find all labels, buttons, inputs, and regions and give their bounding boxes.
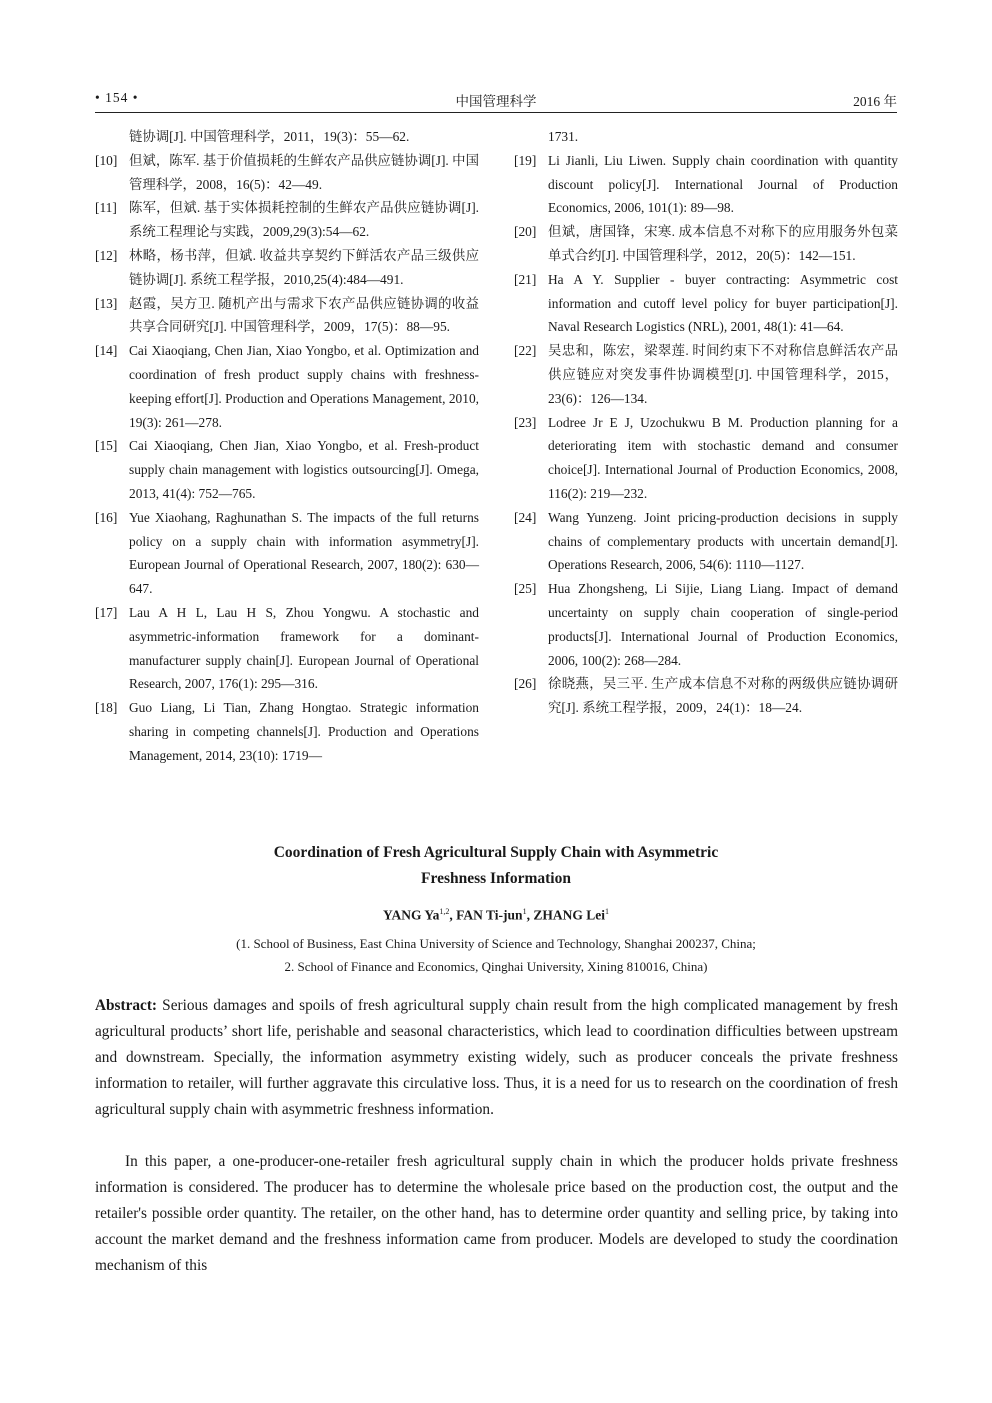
reference-text: 林略，杨书萍，但斌. 收益共享契约下鲜活农产品三级供应链协调[J]. 系统工程学报，2010,25(4):484—491.: [129, 247, 479, 287]
reference-item: [514, 672, 898, 720]
reference-text: 赵霞，吴方卫. 随机产出与需求下农产品供应链协调的收益共享合同研究[J]. 中国管理科学，2009，17(5)：88—95.: [129, 295, 479, 335]
reference-text: Lodree Jr E J, Uzochukwu B M. Production planning for a deteriorating item with stochastic demand and consumer choice[J]. International Journal of Production Economics, 2008, 116(2): 219—232.: [548, 414, 898, 501]
reference-item: [514, 339, 898, 410]
reference-item: [514, 411, 898, 506]
reference-text: Guo Liang, Li Tian, Zhang Hongtao. Strategic information sharing in competing channels[J]. Production and Operations Management, 2014, 23(10): 1719—: [129, 700, 479, 763]
reference-item: [514, 149, 898, 220]
reference-item: [95, 244, 479, 292]
reference-item: [95, 506, 479, 601]
reference-number: [18]: [95, 700, 118, 716]
reference-text: 徐晓燕，吴三平. 生产成本信息不对称的两级供应链协调研究[J]. 系统工程学报，2009，24(1)：18—24.: [548, 676, 898, 716]
reference-item: [514, 125, 898, 149]
reference-item: [95, 696, 479, 767]
body-paragraph: In this paper, a one-producer-one-retailer fresh agricultural supply chain in which the producer holds private freshness information is considered. The producer has to determine the wholesale price based on the production cost, the output and the retailer's possible order quantity. The retailer, on the other hand, has to determine order quantity and selling price, by taking into account the market demand and the freshness information came from producer. Models are developed to study the coordination mechanism of this: [95, 1153, 898, 1274]
reference-text: Ha A Y. Supplier - buyer contracting: Asymmetric cost information and cutoff level policy for buyer participation[J]. Naval Research Logistics (NRL), 2001, 48(1): 41—64.: [548, 271, 898, 335]
author-affiliation-mark: 1,2: [439, 907, 450, 916]
reference-item: [95, 125, 479, 149]
reference-text: 吴忠和，陈宏，梁翠莲. 时间约束下不对称信息鲜活农产品供应链应对突发事件协调模型[J]. 中国管理科学，2015，23(6)：126—134.: [548, 343, 898, 406]
reference-item: [95, 601, 479, 696]
affiliation-line: 2. School of Finance and Economics, Qinghai University, Xining 810016, China): [284, 959, 708, 974]
reference-text: 陈军，但斌. 基于实体损耗控制的生鲜农产品供应链协调[J]. 系统工程理论与实践，2009,29(3):54—62.: [129, 200, 479, 240]
reference-number: [22]: [514, 343, 537, 359]
affiliation-line: (1. School of Business, East China University of Science and Technology, Shanghai 200237, China;: [236, 936, 756, 951]
reference-item: [95, 434, 479, 505]
reference-item: [514, 577, 898, 672]
reference-text: 1731.: [548, 129, 579, 144]
reference-number: [15]: [95, 438, 118, 454]
reference-number: [10]: [95, 152, 118, 168]
reference-item: [95, 292, 479, 340]
reference-number: [12]: [95, 247, 118, 263]
abstract-label: Abstract:: [95, 997, 158, 1014]
reference-number: [14]: [95, 343, 118, 359]
reference-number: [19]: [514, 152, 537, 168]
article-title-line: Coordination of Fresh Agricultural Supply Chain with Asymmetric: [273, 844, 719, 861]
abstract-text: Serious damages and spoils of fresh agricultural supply chain result from the high complicated management by fresh agricultural products’ short life, perishable and seasonal characteristics, which lead to coordination difficulties between upstream and downstream. Specially, the information asymmetry existing widely, such as producer conceals the private freshness information to retailer, will further aggravate this circulative loss. Thus, it is a need for us to research on the coordination of fresh agricultural supply chain with asymmetric freshness information.: [95, 997, 898, 1118]
running-header: [95, 90, 897, 112]
references-left-column: [95, 125, 479, 768]
reference-item: [95, 149, 479, 197]
reference-text: Hua Zhongsheng, Li Sijie, Liang Liang. Impact of demand uncertainty on supply chain cooperation of single-period products[J]. International Journal of Production Economics, 2006, 100(2): 268—284.: [548, 581, 898, 668]
reference-number: [23]: [514, 414, 537, 430]
author-name: FAN Ti-jun: [456, 907, 523, 923]
reference-number: [26]: [514, 676, 537, 692]
reference-number: [13]: [95, 295, 118, 311]
reference-text: Cai Xiaoqiang, Chen Jian, Xiao Yongbo, et al. Fresh-product supply chain management with logistics outsourcing[J]. Omega, 2013, 41(4): 752—765.: [129, 438, 479, 501]
abstract-paragraph: [95, 993, 898, 1123]
reference-item: [514, 220, 898, 268]
header-rule: [95, 112, 897, 113]
reference-number: [21]: [514, 271, 537, 287]
reference-text: 但斌，陈军. 基于价值损耗的生鲜农产品供应链协调[J]. 中国管理科学，2008，16(5)：42—49.: [129, 152, 479, 192]
reference-item: [514, 506, 898, 577]
reference-item: [514, 268, 898, 339]
author-name: YANG Ya: [383, 907, 440, 923]
author-list: YANG Ya$^{1,2}$, FAN Ti-jun$^1$, ZHANG Lei$^1$: [383, 907, 609, 923]
reference-text: 但斌，唐国锋，宋寒. 成本信息不对称下的应用服务外包菜单式合约[J]. 中国管理科学，2012，20(5)：142—151.: [548, 224, 898, 263]
reference-number: [11]: [95, 200, 117, 216]
reference-number: [20]: [514, 224, 537, 240]
article-title-line: Freshness Information: [421, 870, 571, 887]
publication-year: 2016 年: [853, 94, 897, 109]
reference-number: [17]: [95, 604, 118, 620]
author-affiliation-mark: 1: [522, 907, 527, 916]
reference-number: [24]: [514, 509, 537, 525]
reference-number: [16]: [95, 509, 118, 525]
author-affiliation-mark: 1: [604, 907, 609, 916]
page-number: • 154 •: [95, 90, 139, 105]
reference-text: Li Jianli, Liu Liwen. Supply chain coordination with quantity discount policy[J]. International Journal of Production Economics, 2006, 101(1): 89—98.: [548, 152, 898, 216]
reference-text: 链协调[J]. 中国管理科学，2011，19(3)：55—62.: [129, 129, 410, 144]
affiliations: [95, 932, 897, 978]
reference-text: Lau A H L, Lau H S, Zhou Yongwu. A stochastic and asymmetric-information framework for a dominant-manufacturer supply chain[J]. European Journal of Operational Research, 2007, 176(1): 295—316.: [129, 604, 479, 692]
author-name: ZHANG Lei: [533, 907, 605, 923]
reference-text: Wang Yunzeng. Joint pricing-production decisions in supply chains of complementary products with uncertain demand[J]. Operations Research, 2006, 54(6): 1110—1127.: [548, 509, 898, 573]
journal-name: 中国管理科学: [455, 94, 537, 109]
reference-item: [95, 196, 479, 244]
reference-item: [95, 339, 479, 434]
reference-text: Cai Xiaoqiang, Chen Jian, Xiao Yongbo, et al. Optimization and coordination of fresh product supply chains with freshness-keeping effort[J]. Production and Operations Management, 2010, 19(3): 261—278.: [129, 343, 479, 430]
reference-number: [25]: [514, 581, 537, 597]
article-title: [95, 840, 897, 892]
references-right-column: [514, 125, 898, 720]
reference-text: Yue Xiaohang, Raghunathan S. The impacts of the full returns policy on a supply chain with information asymmetry[J]. European Journal of Operational Research, 2007, 180(2): 630—647.: [129, 509, 479, 597]
